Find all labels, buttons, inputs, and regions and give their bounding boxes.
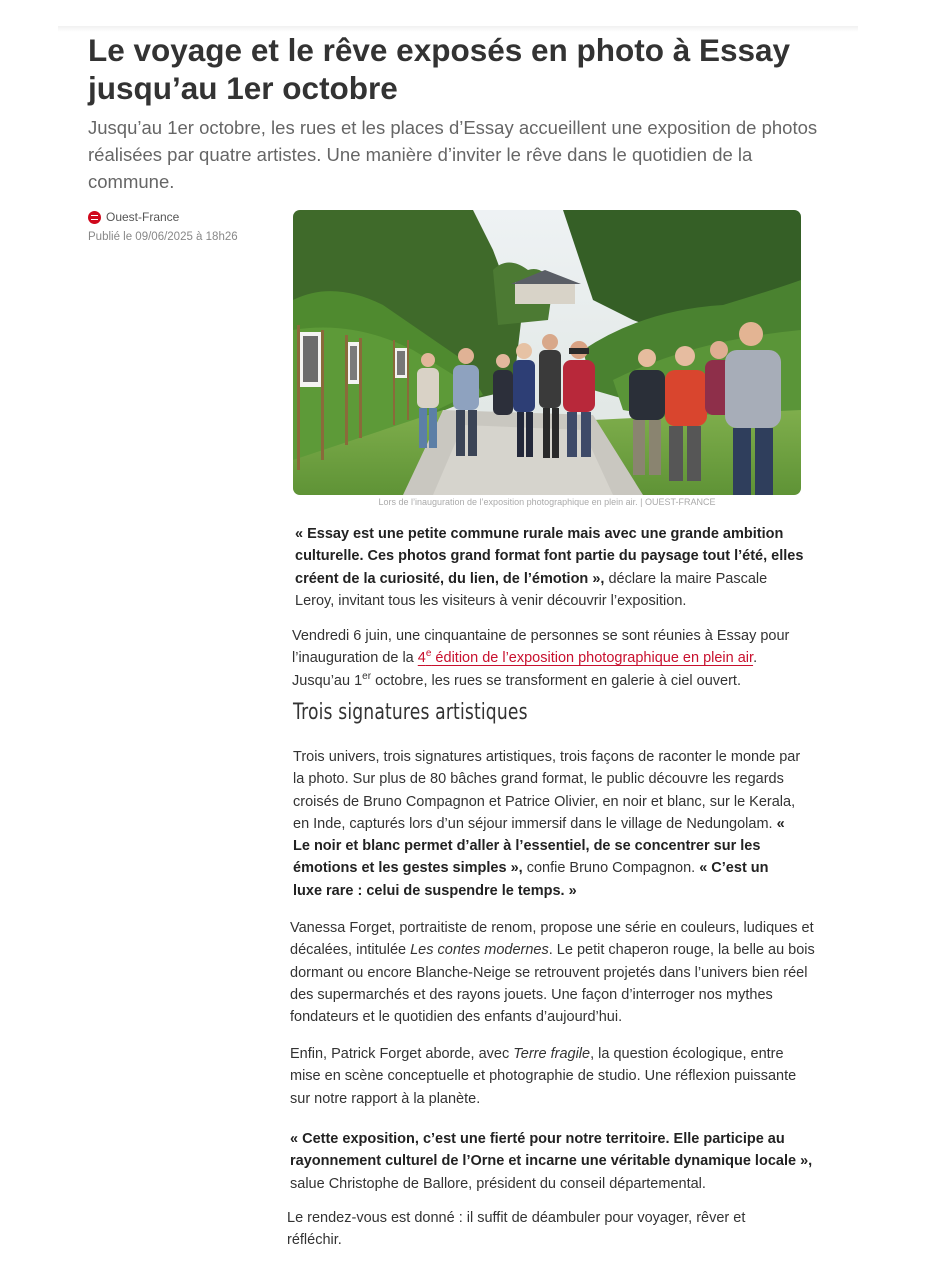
paragraph-2-line3: Jusqu’au 1 (292, 672, 363, 689)
paragraph-7: Le rendez-vous est donné : il suffit de déambuler pour voyager, rêver et réfléchir. (287, 1210, 746, 1249)
paragraph-2-period: . (753, 650, 758, 667)
paragraph-5 (290, 1043, 818, 1110)
photo-exhibition-visitors-image (293, 210, 801, 495)
quote-mayor: « Essay est une petite commune rurale mais avec une grande ambition culturelle. Ces photos grand format font partie du paysage tout l’été, elles créent de la curiosité, du lien, de l’émotion », (295, 526, 804, 587)
article-title: Le voyage et le rêve exposés en photo à Essay jusqu’au 1er octobre (88, 32, 791, 106)
paragraph-3-text: Trois univers, trois signatures artistiques, trois façons de raconter le monde par la photo. Sur plus de 80 bâches grand format, le public découvre les regards croisés de Bruno Compagnon et Patrice Olivier, en noir et blanc, sur le Kerala, en Inde, capturés lors d’un séjour immersif dans le village de Nedungolam. (293, 749, 801, 832)
paragraph-5-text: Enfin, Patrick Forget aborde, avec (290, 1046, 514, 1062)
quote-compagnon-2: « C’est un luxe rare : celui de suspendre le temps. » (293, 860, 769, 899)
link-edition-number: 4 (417, 650, 426, 667)
quote-compagnon-1: « Le noir et blanc permet d’aller à l’essentiel, de se concentrer sur les émotions et les gestes simples », (293, 815, 785, 877)
paragraph-6 (290, 1128, 818, 1195)
series-title-contes: Les contes modernes (410, 942, 549, 959)
paragraph-2-sup: er (362, 670, 372, 682)
exhibition-edition-link[interactable] (418, 650, 753, 666)
source-name: Ouest-France (106, 210, 180, 224)
paragraph-2-text: Vendredi 6 juin, une cinquantaine de personnes se sont réunies à Essay pour l’inauguration de la (292, 628, 790, 667)
paragraph-4-rest: . Le petit chaperon rouge, la belle au bois dormant ou encore Blanche-Neige se retrouvent projetés dans l’univers bien réel des supermarchés et des rayons jouets. Une façon d’interroger nos mythes fondateurs et le quotidien des enfants d’aujourd’hui. (290, 942, 815, 1026)
paragraph-5-rest: , la question écologique, entre mise en scène conceptuelle et photographie de studio. Une réflexion puissante sur notre rapport à la planète. (290, 1046, 797, 1107)
paragraph-3-mid: confie Bruno Compagnon. (522, 860, 700, 877)
paragraph-2 (292, 625, 812, 692)
publish-date: Publié le 09/06/2025 à 18h26 (88, 231, 238, 243)
paragraph-4-text: Vanessa Forget, portraitiste de renom, propose une série en couleurs, ludiques et décalées, intitulée (290, 920, 814, 959)
link-edition-text: édition de l’exposition photographique en plein air (431, 650, 754, 667)
quote-ballore: « Cette exposition, c’est une fierté pour notre territoire. Elle participe au rayonnement culturel de l’Orne et incarne une véritable dynamique locale », (290, 1131, 813, 1170)
section-title: Trois signatures artistiques (293, 700, 528, 725)
photo-caption: Lors de l’inauguration de l’exposition photographique en plein air. | OUEST-FRANCE (378, 498, 716, 507)
ouest-france-logo-icon (88, 211, 101, 224)
paragraph-1 (295, 523, 805, 612)
paragraph-4 (290, 917, 820, 1028)
source-row[interactable] (88, 210, 278, 224)
series-title-terre: Terre fragile (513, 1046, 591, 1062)
article-standfirst: Jusqu’au 1er octobre, les rues et les places d’Essay accueillent une exposition de photos réalisées par quatre artistes. Une manière d’inviter le rêve dans le quotidien de la commune. (88, 117, 818, 192)
paragraph-2-line3-end: octobre, les rues se transforment en galerie à ciel ouvert. (371, 672, 741, 689)
article-photo[interactable] (293, 210, 801, 495)
byline (88, 210, 278, 243)
paragraph-6-text: salue Christophe de Ballore, président du conseil départemental. (290, 1175, 706, 1192)
paragraph-1-text: déclare la maire Pascale Leroy, invitant tous les visiteurs à venir découvrir l’exposition. (295, 570, 768, 609)
link-edition-suffix: e (425, 648, 432, 660)
paragraph-3 (293, 746, 801, 902)
